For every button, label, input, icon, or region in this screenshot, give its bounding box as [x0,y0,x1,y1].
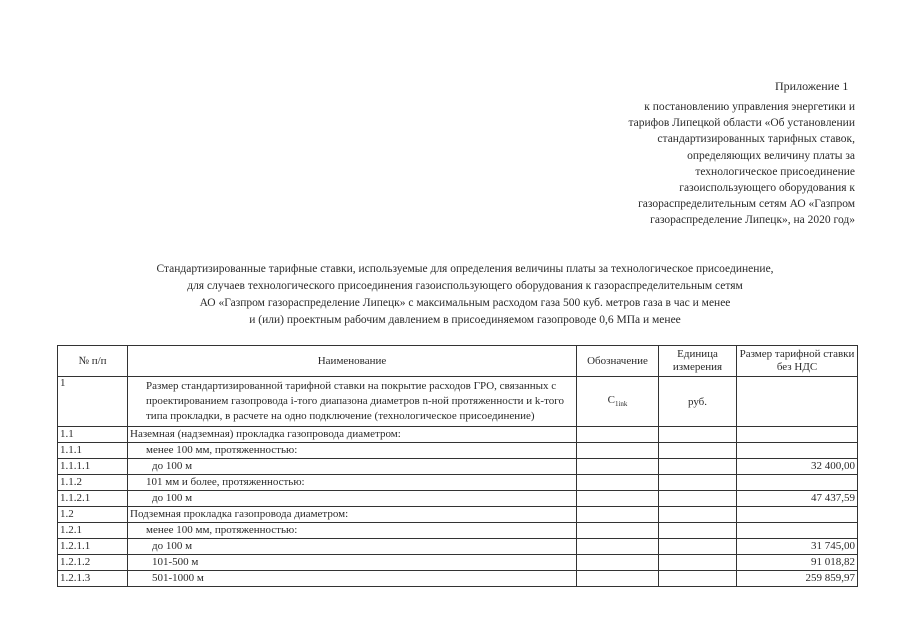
cell-rate [737,507,858,523]
cell-num: 1.2 [58,507,128,523]
cell-rate [737,427,858,443]
cell-rate: 32 400,00 [737,459,858,475]
table-row [58,491,858,507]
cell-unit [659,539,737,555]
appendix-title: Приложение 1 [775,79,849,93]
cell-rate [737,443,858,459]
cell-name: менее 100 мм, протяженностью: [128,443,577,459]
cell-unit [659,427,737,443]
table-row [58,555,858,571]
cell-rate: 31 745,00 [737,539,858,555]
cell-name: до 100 м [128,459,577,475]
header-unit: Единица измерения [659,346,737,377]
cell-rate [737,475,858,491]
cell-name: 501-1000 м [128,571,577,587]
heading-line: АО «Газпром газораспределение Липецк» с максимальным расходом газа 500 куб. метров газа в час и менее [199,297,731,309]
table-row [58,507,858,523]
cell-symbol [577,427,659,443]
cell-num: 1.1.1 [58,443,128,459]
cell-rate [737,523,858,539]
cell-num: 1.1 [58,427,128,443]
cell-symbol [577,377,659,427]
cell-unit [659,523,737,539]
appendix-line: газораспределительным сетям АО «Газпром [638,198,855,211]
cell-symbol [577,443,659,459]
header-rate: Размер тарифной ставки без НДС [737,346,858,377]
header-num: № п/п [58,346,128,377]
cell-symbol [577,571,659,587]
cell-name: 101 мм и более, протяженностью: [128,475,577,491]
header-symbol: Обозначение [577,346,659,377]
table-row [58,459,858,475]
cell-symbol [577,491,659,507]
cell-num: 1.2.1 [58,523,128,539]
cell-name: до 100 м [128,491,577,507]
cell-symbol [577,555,659,571]
cell-unit: руб. [659,377,737,427]
cell-num: 1.2.1.3 [58,571,128,587]
appendix-line: тарифов Липецкой области «Об установлении [628,117,855,130]
table-row [58,475,858,491]
cell-rate [737,377,858,427]
appendix-line: стандартизированных тарифных ставок, [657,133,855,146]
cell-unit [659,459,737,475]
heading-line: для случаев технологического присоединения газоиспользующего оборудования к газораспределительным сетям [187,280,743,292]
appendix-text [628,99,855,229]
cell-name: менее 100 мм, протяженностью: [128,523,577,539]
cell-unit [659,555,737,571]
cell-name: Размер стандартизированной тарифной ставки на покрытие расходов ГРО, связанных с проектированием газопровода i-того диапазона диаметров n-ной протяженности и k-того типа прокладки, в расчете на одно подключение (технологическое присоединение) [128,377,577,427]
cell-symbol [577,459,659,475]
cell-num: 1 [58,377,128,427]
table-row [58,377,858,427]
cell-num: 1.1.2 [58,475,128,491]
table-header-row [58,346,858,377]
document-heading [60,261,870,329]
cell-num: 1.2.1.1 [58,539,128,555]
cell-name: Наземная (надземная) прокладка газопровода диаметром: [128,427,577,443]
appendix-line: газоиспользующего оборудования к [679,182,855,195]
cell-unit [659,571,737,587]
cell-name: Подземная прокладка газопровода диаметром: [128,507,577,523]
cell-num: 1.2.1.2 [58,555,128,571]
cell-rate: 47 437,59 [737,491,858,507]
cell-symbol [577,507,659,523]
table-row [58,539,858,555]
cell-unit [659,475,737,491]
heading-line: и (или) проектным рабочим давлением в присоединяемом газопроводе 0,6 МПа и менее [249,314,681,326]
cell-name: 101-500 м [128,555,577,571]
header-name: Наименование [128,346,577,377]
tariff-table [57,345,858,587]
cell-unit [659,507,737,523]
cell-symbol [577,523,659,539]
cell-unit [659,491,737,507]
appendix-line: определяющих величину платы за [687,149,855,162]
symbol-main: C [607,394,615,407]
cell-unit [659,443,737,459]
cell-symbol [577,475,659,491]
table-row [58,571,858,587]
cell-num: 1.1.2.1 [58,491,128,507]
appendix-line: газораспределение Липецк», на 2020 год» [650,214,855,227]
cell-symbol [577,539,659,555]
table-row [58,523,858,539]
table-row [58,443,858,459]
cell-rate: 259 859,97 [737,571,858,587]
heading-line: Стандартизированные тарифные ставки, используемые для определения величины платы за технологическое присоединение, [156,263,774,275]
cell-rate: 91 018,82 [737,555,858,571]
appendix-line: технологическое присоединение [695,165,855,178]
cell-name: до 100 м [128,539,577,555]
appendix-line: к постановлению управления энергетики и [644,101,855,113]
table-row [58,427,858,443]
symbol-subscript: 1ink [614,400,628,409]
cell-num: 1.1.1.1 [58,459,128,475]
